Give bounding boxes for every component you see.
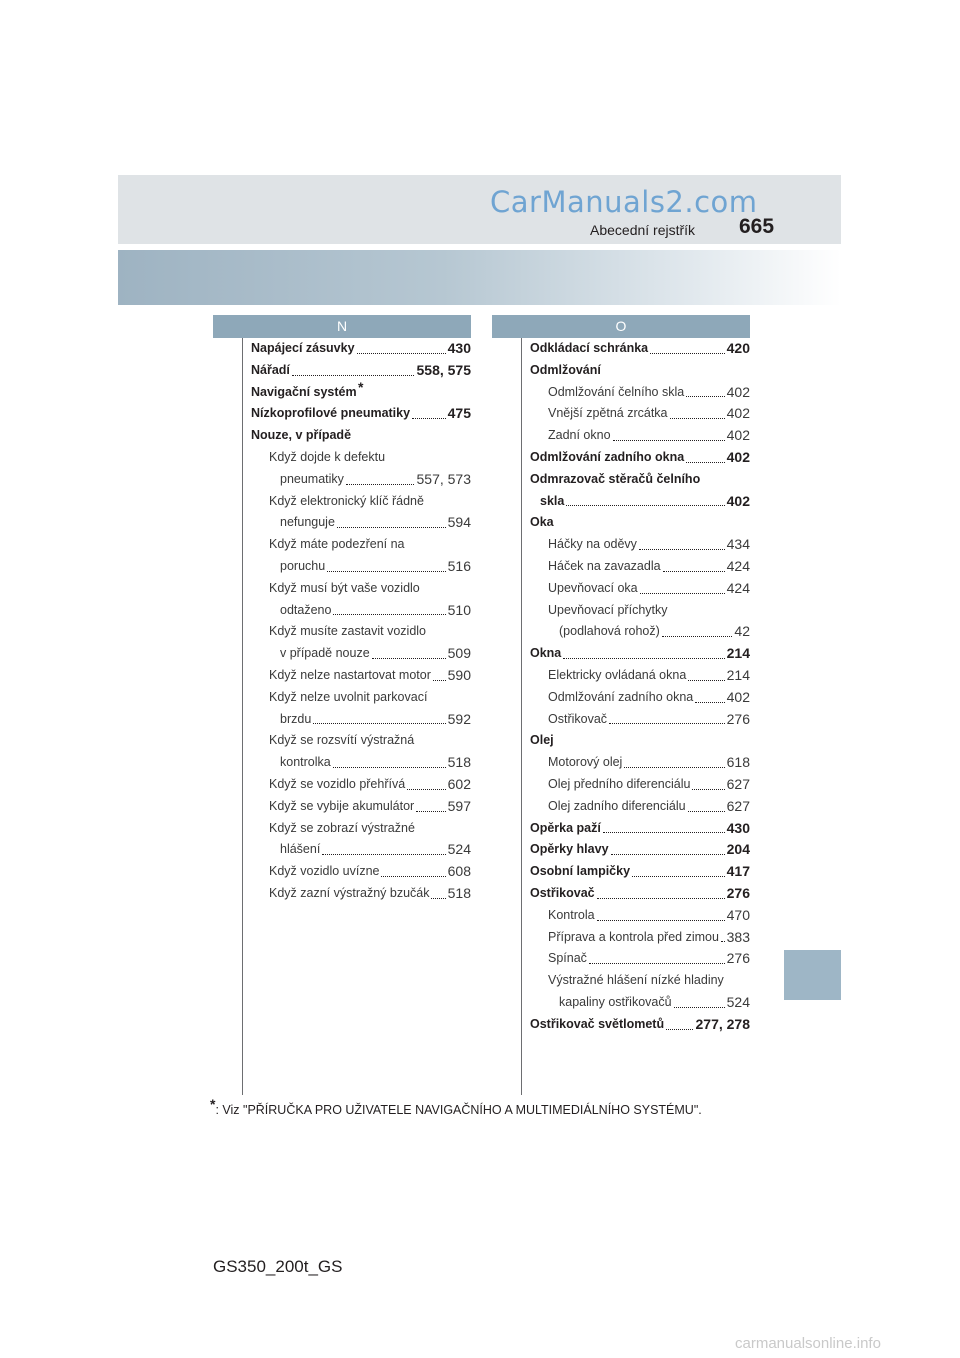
leader-dots [589,963,725,964]
section-title: Abecední rejstřík [590,222,696,238]
entry-page: 383 [726,927,750,949]
entry-label: hlášení [280,842,321,857]
entry-label: Osobní lampičky [530,864,631,879]
leader-dots [597,898,725,899]
index-entry [530,709,750,731]
entry-page: 524 [726,992,750,1014]
index-entry [251,839,471,861]
index-entry [530,752,750,774]
entry-label: poruchu [280,558,326,573]
index-entry [530,447,750,469]
entry-label: Výstražné hlášení nízké hladiny [548,973,724,988]
entry-page: 276 [726,948,750,970]
leader-dots [603,832,725,833]
leader-dots [686,462,725,463]
model-code: GS350_200t_GS [213,1257,343,1276]
entry-label: Háčky na oděvy [548,537,637,552]
leader-dots [412,418,446,419]
index-entry [530,818,750,840]
index-entry [251,665,471,687]
index-entry [530,992,750,1014]
entry-label: Napájecí zásuvky [251,341,355,355]
index-entry [530,839,750,861]
index-entry [530,403,750,425]
leader-dots [337,527,446,528]
entry-label: Opěrka paží [530,820,601,835]
entry-label: Odkládací schránka [530,341,649,355]
index-entry [530,556,750,578]
entry-page: 594 [447,512,471,534]
entry-page: 420 [726,338,750,360]
leader-dots [433,680,446,681]
leader-dots [613,440,725,441]
entry-label: Příprava a kontrola před zimou [548,929,719,944]
entry-page: 618 [726,752,750,774]
entry-label: Olej předního diferenciálu [548,776,691,791]
index-entry [251,687,471,709]
index-entry [251,752,471,774]
entry-label: Olej zadního diferenciálu [548,798,686,813]
entry-page: 424 [726,556,750,578]
index-entry [530,621,750,643]
index-entry [251,730,471,752]
entry-label: Když se vozidlo přehřívá [269,776,406,791]
entry-label: Když se rozsvítí výstražná [269,733,415,748]
index-entry [251,643,471,665]
entry-label: Kontrola [548,907,595,922]
footnote-mark: * [210,1096,216,1112]
entry-page: 214 [726,643,750,665]
entry-label: brzdu [280,711,312,726]
index-entry [251,774,471,796]
leader-dots [688,680,725,681]
leader-dots [372,658,446,659]
letter-heading-n: N [213,315,471,338]
index-entry [251,796,471,818]
index-entry [251,425,471,447]
entry-label: Odmlžování [530,362,601,377]
entry-label: Když dojde k defektu [269,449,386,464]
entry-label: nefunguje [280,515,335,530]
entry-page: 276 [726,883,750,905]
entry-page: 524 [447,839,471,861]
entry-label: v případě nouze [280,646,370,661]
leader-dots [663,571,725,572]
index-entry [251,469,471,491]
index-entry [530,534,750,556]
index-entry [530,927,750,949]
index-entry [251,709,471,731]
entry-label: Ostřikovač světlometů [530,1016,665,1031]
entry-label: Odmlžování zadního okna [530,449,685,464]
index-entry [530,469,750,491]
index-entry [251,578,471,600]
entry-label: Zadní okno [548,428,611,443]
index-entry [251,600,471,622]
entry-page: 204 [726,839,750,861]
index-entry [530,687,750,709]
entry-page: 608 [447,861,471,883]
index-entry [530,578,750,600]
leader-dots [692,789,725,790]
entry-label: Odmrazovač stěračů čelního [530,471,701,486]
entry-label: kontrolka [280,755,331,770]
entry-page: 518 [447,883,471,905]
entry-page: 402 [726,425,750,447]
page-number: 665 [739,215,775,238]
entry-page: 276 [726,709,750,731]
entry-label: Když nelze uvolnit parkovací [269,689,428,704]
leader-dots [695,702,725,703]
leader-dots [666,1029,693,1030]
leader-dots [566,505,725,506]
entry-label: Když se zobrazí výstražné [269,820,415,835]
entry-page: 402 [726,447,750,469]
index-entry [530,730,750,752]
entry-page: 402 [726,687,750,709]
entry-label: Upevňovací oka [548,580,638,595]
leader-dots [313,723,446,724]
column-divider [521,338,522,1095]
index-entry [251,447,471,469]
index-entry [251,512,471,534]
entry-page: 430 [726,818,750,840]
column-divider [242,338,243,1095]
leader-dots [688,811,725,812]
entry-label: odtaženo [280,602,332,617]
entry-page: 402 [726,491,750,513]
leader-dots [292,375,414,376]
index-entry [251,556,471,578]
entry-label: Olej [530,733,554,748]
entry-label: Háček na zavazadla [548,558,661,573]
footnote [210,1096,702,1117]
index-entry [251,378,471,404]
entry-label: Ostřikovač [530,885,595,900]
entry-label: Okna [530,646,562,661]
leader-dots [609,723,725,724]
index-entry [251,491,471,513]
entry-label: Spínač [548,951,587,966]
entry-page: 402 [726,382,750,404]
entry-label: Když máte podezření na [269,537,405,552]
entry-label: Když musí být vaše vozidlo [269,580,420,595]
entry-page: 627 [726,774,750,796]
index-entry [530,796,750,818]
entry-label: pneumatiky [280,471,344,486]
leader-dots [416,811,446,812]
leader-dots [624,767,725,768]
entry-label: Odmlžování zadního okna [548,689,694,704]
leader-dots [632,876,725,877]
entry-label: Nářadí [251,362,290,377]
entry-label: Opěrky hlavy [530,842,609,857]
index-entry [251,818,471,840]
index-entry [251,534,471,556]
leader-dots [597,920,725,921]
leader-dots [563,658,725,659]
index-entry [251,403,471,425]
index-entry [530,360,750,382]
letter-heading-o: O [492,315,750,338]
leader-dots [611,854,725,855]
index-entry [530,970,750,992]
index-entry [530,774,750,796]
entry-page: 627 [726,796,750,818]
entry-page: 592 [447,709,471,731]
entry-page: 602 [447,774,471,796]
index-entry [530,600,750,622]
leader-dots [357,353,446,354]
leader-dots [640,593,725,594]
entry-page: 277, 278 [695,1014,751,1036]
entry-label: Odmlžování čelního skla [548,384,685,399]
entry-label: skla [540,493,565,508]
leader-dots [322,854,446,855]
entry-page: 509 [447,643,471,665]
entry-page: 430 [447,338,471,360]
index-entry [251,621,471,643]
index-entry [530,948,750,970]
index-entry [251,338,471,360]
entry-page: 590 [447,665,471,687]
index-entry [530,512,750,534]
index-entry [530,883,750,905]
entry-label: Elektricky ovládaná okna [548,667,687,682]
entry-page: 402 [726,403,750,425]
entry-page: 417 [726,861,750,883]
entry-label: Když vozidlo uvízne [269,864,380,879]
entry-page: 518 [447,752,471,774]
index-entry [530,491,750,513]
chapter-side-tab [784,950,841,1000]
index-entry [530,425,750,447]
entry-label: Upevňovací příchytky [548,602,668,617]
index-entry [530,861,750,883]
entry-label: Když musíte zastavit vozidlo [269,624,427,639]
footnote-text: : Viz "PŘÍRUČKA PRO UŽIVATELE NAVIGAČNÍHO A MULTIMEDIÁLNÍHO SYSTÉMU". [215,1103,702,1118]
index-entry [251,861,471,883]
leader-dots [721,941,725,942]
entry-label: kapaliny ostřikovačů [559,994,672,1009]
index-entry [251,883,471,905]
entry-page: 434 [726,534,750,556]
entry-page: 510 [447,600,471,622]
index-entry [530,382,750,404]
index-entry [530,905,750,927]
watermark-logo: CarManuals2.com [490,185,758,219]
entry-page: 516 [447,556,471,578]
leader-dots [333,767,446,768]
entry-label: (podlahová rohož) [559,624,660,639]
entry-label: Když zazní výstražný bzučák [269,885,430,900]
entry-label: Nouze, v případě [251,428,352,443]
leader-dots [346,484,414,485]
leader-dots [333,614,446,615]
leader-dots [650,353,725,354]
leader-dots [670,418,725,419]
index-column-o [530,338,750,1036]
entry-page: 424 [726,578,750,600]
leader-dots [674,1007,725,1008]
leader-dots [639,549,725,550]
entry-page: 214 [726,665,750,687]
entry-label: Navigační systém [251,384,357,399]
entry-page: 42 [733,621,750,643]
index-entry [530,338,750,360]
footer-watermark: carmanualsonline.info [735,1335,881,1352]
index-column-n [251,338,471,905]
leader-dots [327,571,446,572]
leader-dots [686,396,725,397]
leader-dots [381,876,446,877]
entry-page: 475 [447,403,471,425]
index-entry [530,665,750,687]
decorative-gradient-band [118,250,841,305]
entry-label: Ostřikovač [548,711,608,726]
leader-dots [662,636,732,637]
entry-page: 558, 575 [416,360,472,382]
index-entry [530,643,750,665]
footnote-mark: * [358,378,364,395]
entry-page: 597 [447,796,471,818]
entry-label: Vnější zpětná zrcátka [548,406,668,421]
entry-page: 557, 573 [416,469,472,491]
leader-dots [431,898,446,899]
entry-page: 470 [726,905,750,927]
entry-label: Když se vybije akumulátor [269,798,415,813]
entry-label: Když elektronický klíč řádně [269,493,424,508]
leader-dots [407,789,446,790]
entry-label: Oka [530,515,554,530]
entry-label: Nízkoprofilové pneumatiky [251,406,411,421]
entry-label: Když nelze nastartovat motor [269,667,431,682]
entry-label: Motorový olej [548,755,623,770]
index-entry [530,1014,750,1036]
